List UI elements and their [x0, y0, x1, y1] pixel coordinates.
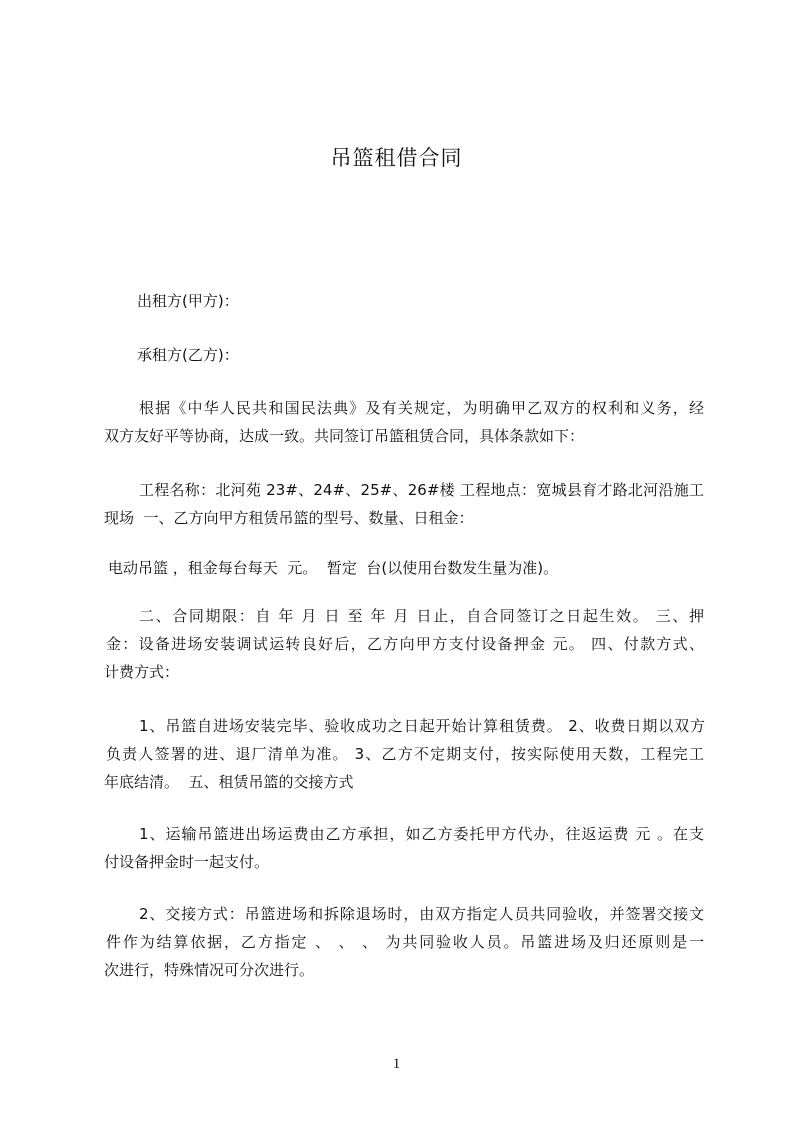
lessee-label: 承租方(乙方)：	[137, 346, 239, 364]
paragraph-line: 工程名称：北河苑 23#、24#、25#、26#楼 工程地点：宽城县育才路北河沿施工	[139, 481, 704, 499]
document-title: 吊篮租借合同	[330, 146, 463, 170]
page-number: 1	[392, 1056, 401, 1072]
paragraph-line: 次进行，特殊情况可分次进行。	[104, 961, 315, 979]
paragraph-line: 付设备押金时一起支付。	[104, 853, 270, 871]
paragraph-line: 计费方式：	[104, 663, 180, 681]
paragraph-line: 二、合同期限：自 年 月 日 至 年 月 日止，自合同签订之日起生效。 三、押	[139, 607, 704, 625]
paragraph-line: 件作为结算依据，乙方指定 、 、 、 为共同验收人员。吊篮进场及归还原则是一	[106, 933, 704, 951]
paragraph-line: 1、运输吊篮进出场运费由乙方承担，如乙方委托甲方代办，往返运费 元 。在支	[139, 825, 704, 843]
lessor-label: 出租方(甲方)：	[137, 292, 239, 310]
paragraph-line: 年底结清。 五、租赁吊篮的交接方式	[104, 773, 354, 791]
paragraph-line: 金：设备进场安装调试运转良好后，乙方向甲方支付设备押金 元。 四、付款方式、	[106, 635, 704, 653]
paragraph-line: 1、吊篮自进场安装完毕、验收成功之日起开始计算租赁费。 2、收费日期以双方	[139, 717, 705, 735]
paragraph-line: 2、交接方式：吊篮进场和拆除退场时，由双方指定人员共同验收，并签署交接文	[139, 905, 704, 923]
paragraph-line: 根据《中华人民共和国民法典》及有关规定，为明确甲乙双方的权利和义务，经	[139, 399, 704, 417]
paragraph-line: 电动吊篮 ，租金每台每天 元。 暂定 台(以使用台数发生量为准)。	[108, 559, 559, 577]
paragraph-line: 双方友好平等协商，达成一致。共同签订吊篮租赁合同，具体条款如下：	[104, 427, 585, 445]
paragraph-line: 负责人签署的进、退厂清单为准。 3、乙方不定期支付，按实际使用天数，工程完工	[106, 745, 704, 763]
paragraph-line: 现场 一、乙方向甲方租赁吊篮的型号、数量、日租金：	[104, 509, 474, 527]
